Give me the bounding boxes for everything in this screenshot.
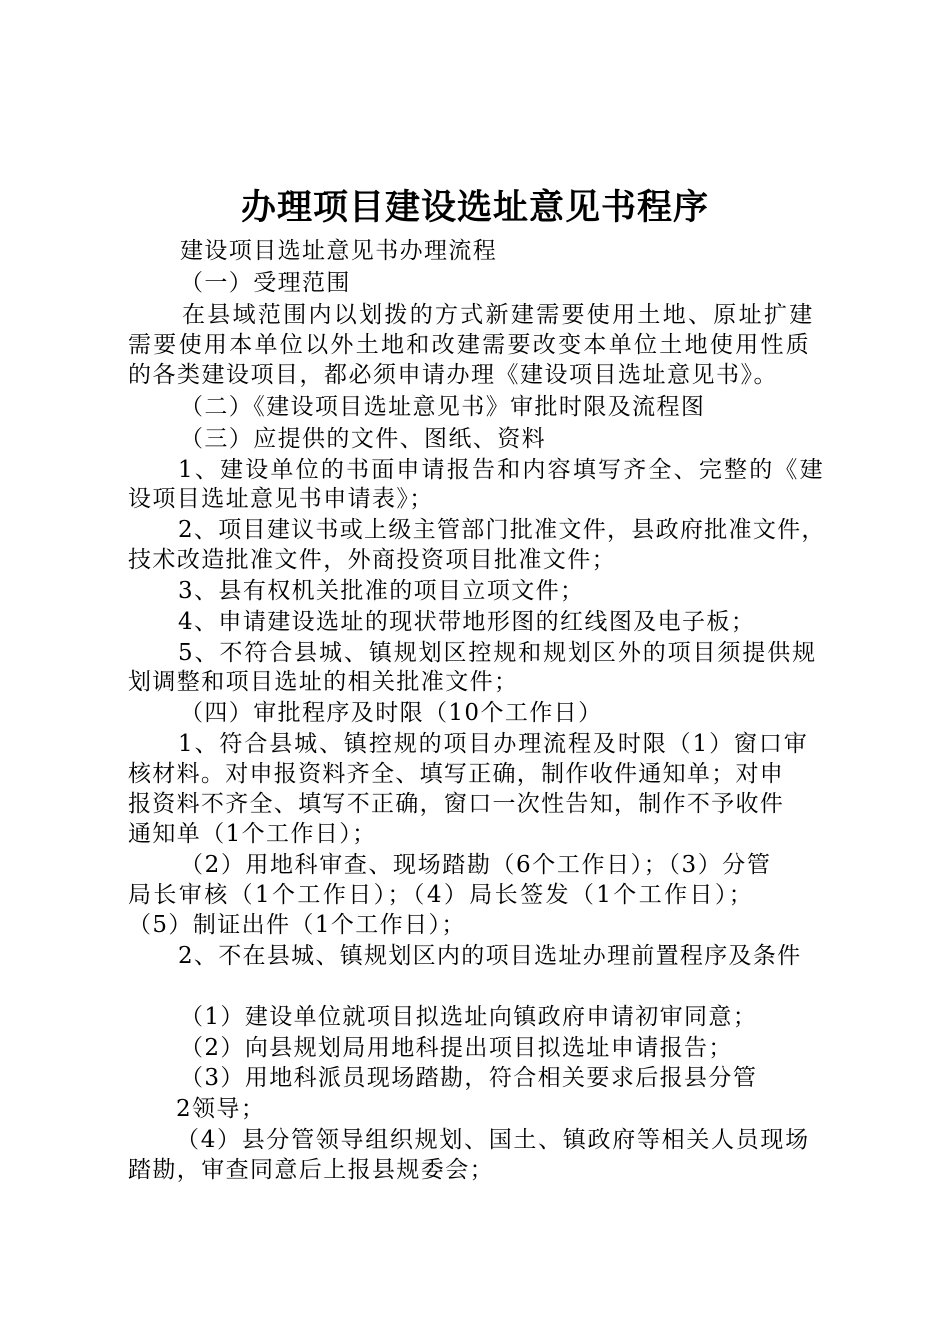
paragraph-line: 需要使用本单位以外土地和改建需要改变本单位土地使用性质: [128, 332, 812, 358]
list-item: 2、不在县城、镇规划区内的项目选址办理前置程序及条件: [178, 943, 802, 969]
list-item: 4、申请建设选址的现状带地形图的红线图及电子板；: [178, 609, 756, 635]
document-title: 办理项目建设选址意见书程序: [240, 188, 709, 228]
list-item-continuation: 报资料不齐全、填写不正确，窗口一次性告知，制作不予收件: [128, 791, 785, 817]
heading-documents: （三）应提供的文件、图纸、资料: [180, 426, 546, 452]
list-item-continuation: 技术改造批准文件，外商投资项目批准文件；: [128, 547, 616, 573]
heading-time-limit: （二）《建设项目选址意见书》审批时限及流程图: [180, 394, 706, 420]
list-item: 3、县有权机关批准的项目立项文件；: [178, 578, 585, 604]
paragraph-line: 的各类建设项目，都必须申请办理《建设项目选址意见书》。: [128, 362, 778, 388]
heading-procedure: （四）审批程序及时限（10个工作日）: [180, 700, 603, 726]
list-item: （2）用地科审查、现场踏勘（6个工作日）；（3）分管: [180, 852, 772, 878]
list-item: （4）县分管领导组织规划、国土、镇政府等相关人员现场: [176, 1127, 810, 1153]
paragraph-line: 在县域范围内以划拨的方式新建需要使用土地、原址扩建: [182, 302, 815, 328]
list-item-continuation: 划调整和项目选址的相关批准文件；: [128, 669, 519, 695]
list-item-continuation: 通知单（1个工作日）；: [128, 821, 377, 847]
list-item-continuation: 2领导；: [176, 1096, 266, 1122]
heading-scope: （一）受理范围: [180, 270, 351, 296]
list-item-continuation: 设项目选址意见书申请表》；: [128, 486, 434, 512]
heading-process: 建设项目选址意见书办理流程: [180, 238, 498, 264]
list-item: 5、不符合县城、镇规划区控规和规划区外的项目须提供规: [178, 640, 818, 666]
list-item-continuation: 局长审核（1个工作日）；（4）局长签发（1个工作日）；: [128, 882, 755, 908]
list-item-continuation: （5）制证出件（1个工作日）；: [128, 912, 466, 938]
list-item: 1、符合县城、镇控规的项目办理流程及时限（1）窗口审: [178, 731, 809, 757]
list-item-continuation: 核材料。对申报资料齐全、填写正确，制作收件通知单；对申: [128, 761, 785, 787]
list-item: 2、项目建议书或上级主管部门批准文件，县政府批准文件，: [178, 517, 826, 543]
list-item: 1、建设单位的书面申请报告和内容填写齐全、完整的《建: [178, 457, 825, 483]
list-item-continuation: 踏勘，审查同意后上报县规委会；: [128, 1157, 494, 1183]
list-item: （3）用地科派员现场踏勘，符合相关要求后报县分管: [180, 1065, 758, 1091]
list-item: （1）建设单位就项目拟选址向镇政府申请初审同意；: [180, 1004, 758, 1030]
list-item: （2）向县规划局用地科提出项目拟选址申请报告；: [180, 1035, 733, 1061]
